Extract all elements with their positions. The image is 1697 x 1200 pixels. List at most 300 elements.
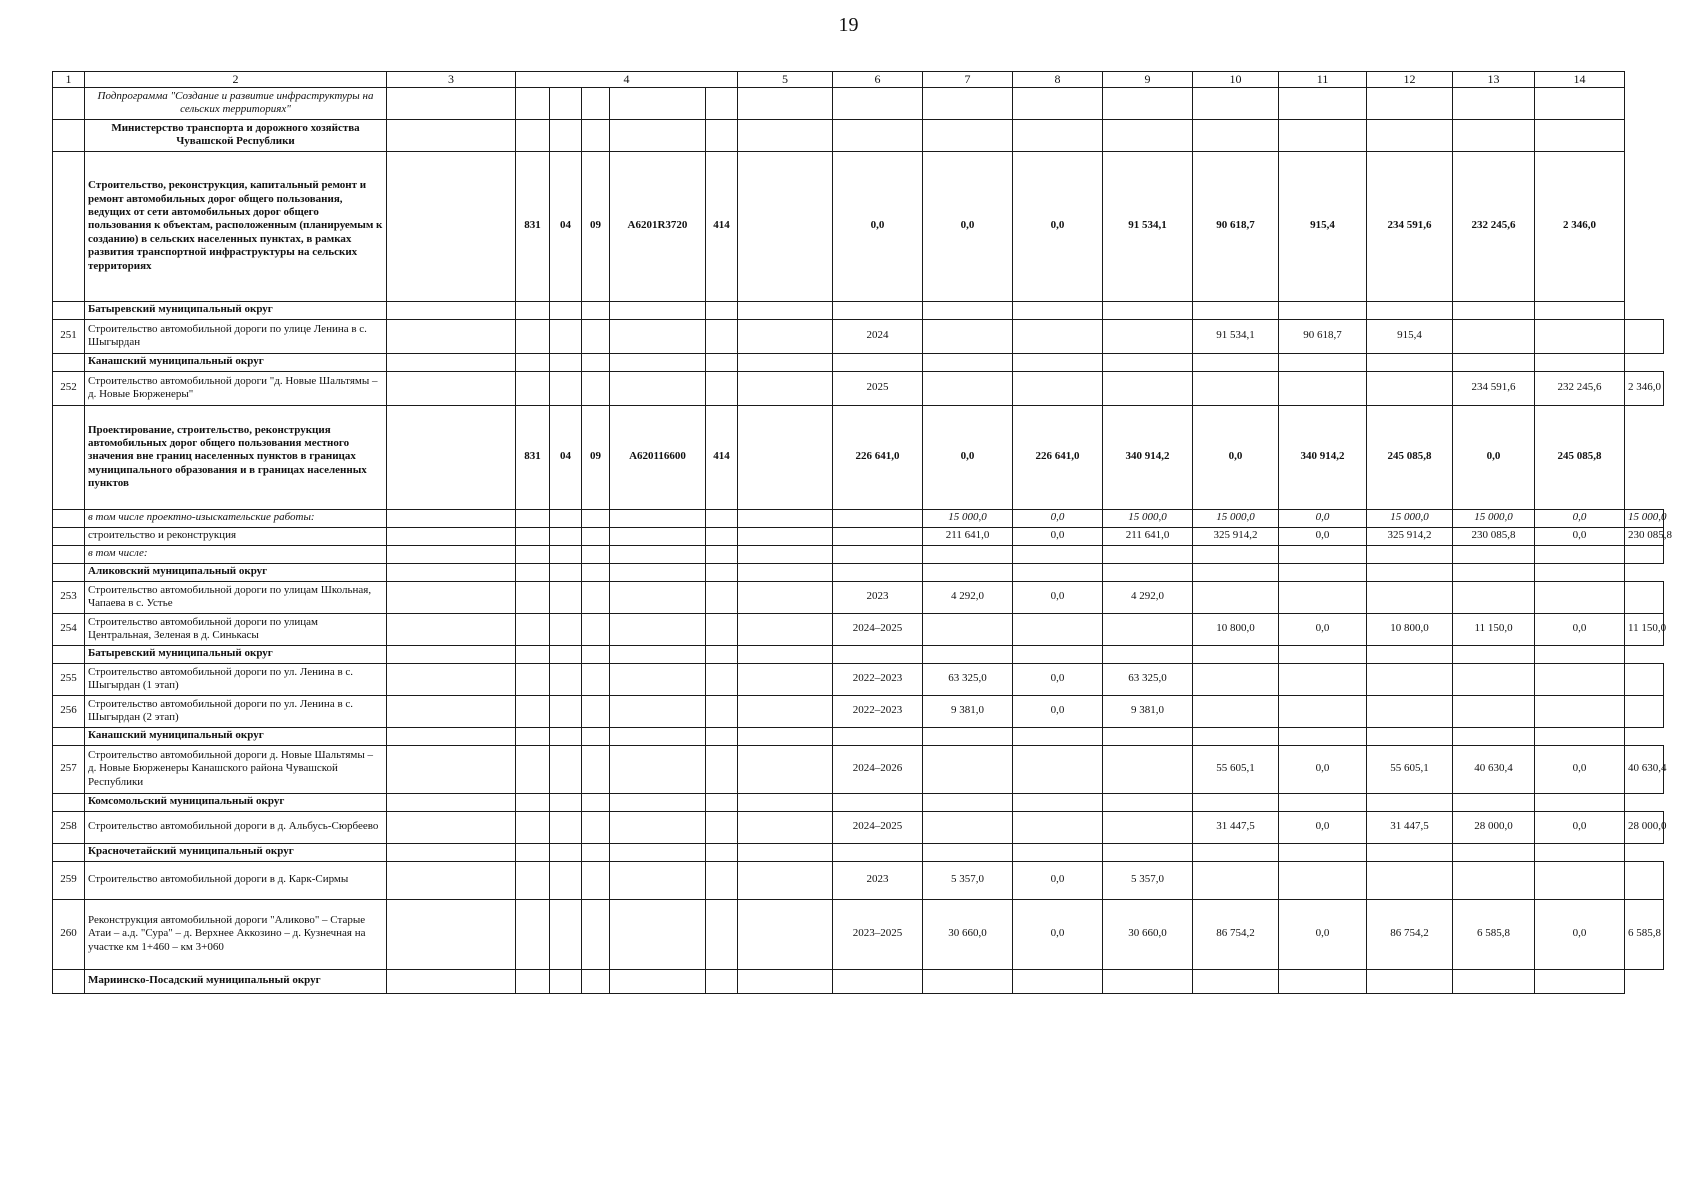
column-numbers-row bbox=[53, 72, 1664, 88]
empty-cell bbox=[1103, 353, 1193, 371]
empty-cell bbox=[923, 563, 1013, 581]
value-cell bbox=[1103, 613, 1193, 645]
empty-cell bbox=[582, 613, 610, 645]
empty-cell bbox=[610, 301, 706, 319]
value-cell: 15 000,0 bbox=[1193, 509, 1279, 527]
column-number: 12 bbox=[1367, 72, 1453, 88]
empty-cell bbox=[1367, 301, 1453, 319]
empty-cell bbox=[738, 353, 833, 371]
empty-cell bbox=[387, 563, 516, 581]
value-cell: 30 660,0 bbox=[923, 899, 1013, 969]
empty-cell bbox=[1279, 793, 1367, 811]
value-cell bbox=[1279, 545, 1367, 563]
empty-cell bbox=[1013, 645, 1103, 663]
empty-cell bbox=[833, 87, 923, 119]
value-cell: 0,0 bbox=[1279, 613, 1367, 645]
value-cell bbox=[1453, 695, 1535, 727]
value-cell: 10 800,0 bbox=[1193, 613, 1279, 645]
value-cell bbox=[1013, 745, 1103, 793]
empty-cell bbox=[1535, 563, 1625, 581]
empty-cell bbox=[550, 119, 582, 151]
empty-cell bbox=[582, 353, 610, 371]
empty-cell bbox=[706, 727, 738, 745]
value-cell bbox=[1279, 695, 1367, 727]
empty-cell bbox=[738, 745, 833, 793]
district-name: Аликовский муниципальный округ bbox=[85, 563, 387, 581]
value-cell bbox=[1013, 319, 1103, 353]
empty-cell bbox=[706, 695, 738, 727]
empty-cell bbox=[610, 727, 706, 745]
value-cell bbox=[923, 613, 1013, 645]
empty-cell bbox=[706, 581, 738, 613]
empty-cell bbox=[582, 899, 610, 969]
empty-cell bbox=[1535, 301, 1625, 319]
empty-cell bbox=[1279, 353, 1367, 371]
district-row bbox=[53, 793, 1664, 811]
empty-cell bbox=[582, 969, 610, 993]
value-cell bbox=[1535, 545, 1625, 563]
empty-cell bbox=[738, 527, 833, 545]
empty-cell bbox=[1279, 727, 1367, 745]
empty-cell bbox=[738, 563, 833, 581]
value-cell bbox=[1625, 663, 1664, 695]
program-measure-row bbox=[53, 405, 1664, 509]
value-cell: 234 591,6 bbox=[1367, 151, 1453, 301]
value-cell: 6 585,8 bbox=[1453, 899, 1535, 969]
value-cell bbox=[923, 811, 1013, 843]
value-cell: 0,0 bbox=[1013, 899, 1103, 969]
ministry-title: Министерство транспорта и дорожного хозяйства Чувашской Республики bbox=[85, 119, 387, 151]
value-cell bbox=[1535, 695, 1625, 727]
value-cell: 4 292,0 bbox=[923, 581, 1013, 613]
empty-cell bbox=[1453, 727, 1535, 745]
empty-cell bbox=[706, 843, 738, 861]
table-body bbox=[53, 72, 1673, 994]
empty-cell bbox=[738, 899, 833, 969]
empty-cell bbox=[53, 87, 85, 119]
value-cell: 915,4 bbox=[1367, 319, 1453, 353]
empty-cell bbox=[738, 969, 833, 993]
empty-cell bbox=[1279, 843, 1367, 861]
year-cell: 2023 bbox=[833, 861, 923, 899]
empty-cell bbox=[833, 509, 923, 527]
empty-cell bbox=[706, 563, 738, 581]
empty-cell bbox=[833, 645, 923, 663]
value-cell: 9 381,0 bbox=[1103, 695, 1193, 727]
budget-code: А620116600 bbox=[610, 405, 706, 509]
value-cell: 28 000,0 bbox=[1625, 811, 1664, 843]
empty-cell bbox=[387, 405, 516, 509]
value-cell: 0,0 bbox=[1279, 899, 1367, 969]
empty-cell bbox=[610, 527, 706, 545]
value-cell bbox=[1193, 861, 1279, 899]
item-name: Строительство автомобильной дороги по ул. Ленина в с. Шыгырдан (1 этап) bbox=[85, 663, 387, 695]
empty-cell bbox=[516, 353, 550, 371]
value-cell: 232 245,6 bbox=[1535, 371, 1625, 405]
empty-cell bbox=[53, 509, 85, 527]
measure-name: Проектирование, строительство, реконструкция автомобильных дорог общего пользования местного значения вне границ населенных пунктов в границах муниципального образования и в границах населенных пунктов bbox=[85, 405, 387, 509]
empty-cell bbox=[738, 695, 833, 727]
empty-cell bbox=[738, 811, 833, 843]
empty-cell bbox=[387, 727, 516, 745]
empty-cell bbox=[387, 793, 516, 811]
empty-cell bbox=[516, 899, 550, 969]
value-cell bbox=[1103, 745, 1193, 793]
empty-cell bbox=[833, 301, 923, 319]
value-cell: 245 085,8 bbox=[1535, 405, 1625, 509]
value-cell bbox=[1367, 545, 1453, 563]
empty-cell bbox=[1535, 87, 1625, 119]
empty-cell bbox=[1367, 563, 1453, 581]
empty-cell bbox=[387, 843, 516, 861]
subtotal-row bbox=[53, 509, 1664, 527]
empty-cell bbox=[387, 969, 516, 993]
value-cell: 340 914,2 bbox=[1103, 405, 1193, 509]
subtotal-label: в том числе: bbox=[85, 545, 387, 563]
empty-cell bbox=[738, 613, 833, 645]
value-cell bbox=[1279, 581, 1367, 613]
district-row bbox=[53, 645, 1664, 663]
empty-cell bbox=[1193, 87, 1279, 119]
item-name: Строительство автомобильной дороги по улице Ленина в с. Шыгырдан bbox=[85, 319, 387, 353]
year-cell: 2024 bbox=[833, 319, 923, 353]
empty-cell bbox=[833, 793, 923, 811]
value-cell bbox=[1013, 545, 1103, 563]
item-number: 258 bbox=[53, 811, 85, 843]
measure-name: Строительство, реконструкция, капитальный ремонт и ремонт автомобильных дорог общего пользования, ведущих от сети автомобильных дорог общего пользования к объектам, расположенным (планируемым к созданию) в сельских населенных пунктах, в рамках развития транспортной инфраструктуры на сельских территориях bbox=[85, 151, 387, 301]
empty-cell bbox=[610, 745, 706, 793]
year-cell: 2024–2025 bbox=[833, 811, 923, 843]
value-cell bbox=[923, 371, 1013, 405]
value-cell: 226 641,0 bbox=[1013, 405, 1103, 509]
value-cell: 230 085,8 bbox=[1453, 527, 1535, 545]
district-name: Комсомольский муниципальный округ bbox=[85, 793, 387, 811]
empty-cell bbox=[550, 695, 582, 727]
empty-cell bbox=[610, 793, 706, 811]
empty-cell bbox=[923, 353, 1013, 371]
empty-cell bbox=[706, 319, 738, 353]
empty-cell bbox=[53, 545, 85, 563]
budget-table bbox=[52, 71, 1673, 994]
value-cell: 340 914,2 bbox=[1279, 405, 1367, 509]
empty-cell bbox=[387, 87, 516, 119]
value-cell: 0,0 bbox=[1013, 509, 1103, 527]
value-cell: 6 585,8 bbox=[1625, 899, 1664, 969]
value-cell: 0,0 bbox=[1535, 613, 1625, 645]
year-cell bbox=[738, 151, 833, 301]
empty-cell bbox=[1193, 727, 1279, 745]
empty-cell bbox=[516, 87, 550, 119]
empty-cell bbox=[738, 843, 833, 861]
empty-cell bbox=[1367, 969, 1453, 993]
budget-code: 831 bbox=[516, 151, 550, 301]
empty-cell bbox=[738, 793, 833, 811]
column-number: 8 bbox=[1013, 72, 1103, 88]
empty-cell bbox=[516, 843, 550, 861]
value-cell: 86 754,2 bbox=[1367, 899, 1453, 969]
empty-cell bbox=[582, 861, 610, 899]
empty-cell bbox=[53, 563, 85, 581]
empty-cell bbox=[550, 581, 582, 613]
value-cell: 0,0 bbox=[1013, 695, 1103, 727]
empty-cell bbox=[610, 695, 706, 727]
empty-cell bbox=[1535, 727, 1625, 745]
item-row bbox=[53, 319, 1664, 353]
item-number: 251 bbox=[53, 319, 85, 353]
value-cell bbox=[1625, 581, 1664, 613]
empty-cell bbox=[53, 645, 85, 663]
value-cell: 234 591,6 bbox=[1453, 371, 1535, 405]
column-number: 7 bbox=[923, 72, 1013, 88]
item-row bbox=[53, 371, 1664, 405]
empty-cell bbox=[706, 371, 738, 405]
empty-cell bbox=[53, 793, 85, 811]
empty-cell bbox=[1453, 119, 1535, 151]
value-cell bbox=[1367, 581, 1453, 613]
empty-cell bbox=[550, 645, 582, 663]
column-number: 4 bbox=[516, 72, 738, 88]
column-number: 14 bbox=[1535, 72, 1625, 88]
empty-cell bbox=[738, 861, 833, 899]
empty-cell bbox=[550, 527, 582, 545]
value-cell bbox=[1193, 581, 1279, 613]
empty-cell bbox=[1453, 969, 1535, 993]
value-cell bbox=[1453, 581, 1535, 613]
value-cell: 5 357,0 bbox=[923, 861, 1013, 899]
value-cell bbox=[923, 745, 1013, 793]
value-cell: 0,0 bbox=[1013, 663, 1103, 695]
empty-cell bbox=[387, 663, 516, 695]
empty-cell bbox=[1103, 301, 1193, 319]
value-cell: 15 000,0 bbox=[1453, 509, 1535, 527]
value-cell: 90 618,7 bbox=[1193, 151, 1279, 301]
empty-cell bbox=[1535, 119, 1625, 151]
value-cell: 91 534,1 bbox=[1193, 319, 1279, 353]
empty-cell bbox=[1367, 353, 1453, 371]
empty-cell bbox=[550, 301, 582, 319]
item-name: Строительство автомобильной дороги по ул. Ленина в с. Шыгырдан (2 этап) bbox=[85, 695, 387, 727]
empty-cell bbox=[610, 581, 706, 613]
empty-cell bbox=[738, 87, 833, 119]
value-cell: 0,0 bbox=[1013, 527, 1103, 545]
year-cell: 2024–2025 bbox=[833, 613, 923, 645]
value-cell: 0,0 bbox=[1013, 151, 1103, 301]
empty-cell bbox=[1103, 727, 1193, 745]
empty-cell bbox=[706, 793, 738, 811]
empty-cell bbox=[706, 811, 738, 843]
empty-cell bbox=[610, 563, 706, 581]
budget-code: 09 bbox=[582, 405, 610, 509]
year-cell: 2023 bbox=[833, 581, 923, 613]
value-cell: 0,0 bbox=[833, 151, 923, 301]
empty-cell bbox=[923, 843, 1013, 861]
item-row bbox=[53, 745, 1664, 793]
empty-cell bbox=[550, 969, 582, 993]
value-cell: 0,0 bbox=[1535, 899, 1625, 969]
empty-cell bbox=[53, 969, 85, 993]
district-name: Красночетайский муниципальный округ bbox=[85, 843, 387, 861]
empty-cell bbox=[706, 353, 738, 371]
empty-cell bbox=[550, 353, 582, 371]
empty-cell bbox=[1279, 87, 1367, 119]
year-cell: 2024–2026 bbox=[833, 745, 923, 793]
item-row bbox=[53, 811, 1664, 843]
value-cell bbox=[1535, 581, 1625, 613]
empty-cell bbox=[550, 793, 582, 811]
empty-cell bbox=[387, 353, 516, 371]
empty-cell bbox=[1193, 843, 1279, 861]
empty-cell bbox=[550, 861, 582, 899]
value-cell bbox=[1367, 371, 1453, 405]
value-cell: 0,0 bbox=[1279, 509, 1367, 527]
empty-cell bbox=[706, 545, 738, 563]
empty-cell bbox=[1367, 727, 1453, 745]
value-cell bbox=[1193, 663, 1279, 695]
value-cell: 325 914,2 bbox=[1367, 527, 1453, 545]
empty-cell bbox=[1193, 119, 1279, 151]
district-name: Батыревский муниципальный округ bbox=[85, 645, 387, 663]
empty-cell bbox=[706, 861, 738, 899]
empty-cell bbox=[516, 969, 550, 993]
value-cell: 31 447,5 bbox=[1367, 811, 1453, 843]
item-number: 256 bbox=[53, 695, 85, 727]
subtotal-label: строительство и реконструкция bbox=[85, 527, 387, 545]
empty-cell bbox=[1279, 301, 1367, 319]
empty-cell bbox=[582, 87, 610, 119]
empty-cell bbox=[53, 843, 85, 861]
district-name: Батыревский муниципальный округ bbox=[85, 301, 387, 319]
empty-cell bbox=[1193, 969, 1279, 993]
empty-cell bbox=[1103, 793, 1193, 811]
empty-cell bbox=[516, 509, 550, 527]
empty-cell bbox=[582, 843, 610, 861]
empty-cell bbox=[550, 319, 582, 353]
column-number: 2 bbox=[85, 72, 387, 88]
value-cell bbox=[1453, 861, 1535, 899]
empty-cell bbox=[53, 151, 85, 301]
empty-cell bbox=[53, 405, 85, 509]
empty-cell bbox=[387, 613, 516, 645]
district-name: Канашский муниципальный округ bbox=[85, 727, 387, 745]
value-cell: 86 754,2 bbox=[1193, 899, 1279, 969]
value-cell: 211 641,0 bbox=[923, 527, 1013, 545]
empty-cell bbox=[1013, 87, 1103, 119]
empty-cell bbox=[516, 793, 550, 811]
empty-cell bbox=[706, 663, 738, 695]
empty-cell bbox=[1367, 645, 1453, 663]
value-cell bbox=[1193, 545, 1279, 563]
value-cell bbox=[1625, 861, 1664, 899]
item-name: Строительство автомобильной дороги "д. Новые Шальтямы – д. Новые Бюрженеры" bbox=[85, 371, 387, 405]
value-cell: 245 085,8 bbox=[1367, 405, 1453, 509]
year-cell: 2023–2025 bbox=[833, 899, 923, 969]
empty-cell bbox=[706, 527, 738, 545]
item-name: Строительство автомобильной дороги по улицам Центральная, Зеленая в д. Синькасы bbox=[85, 613, 387, 645]
item-name: Строительство автомобильной дороги в д. Карк-Сирмы bbox=[85, 861, 387, 899]
ministry-row bbox=[53, 119, 1664, 151]
value-cell: 0,0 bbox=[1193, 405, 1279, 509]
empty-cell bbox=[738, 581, 833, 613]
district-name: Мариинско-Посадский муниципальный округ bbox=[85, 969, 387, 993]
value-cell bbox=[1103, 319, 1193, 353]
empty-cell bbox=[582, 527, 610, 545]
empty-cell bbox=[1453, 87, 1535, 119]
value-cell: 15 000,0 bbox=[923, 509, 1013, 527]
column-number: 3 bbox=[387, 72, 516, 88]
empty-cell bbox=[1013, 353, 1103, 371]
empty-cell bbox=[923, 87, 1013, 119]
budget-code: 09 bbox=[582, 151, 610, 301]
empty-cell bbox=[582, 645, 610, 663]
value-cell: 31 447,5 bbox=[1193, 811, 1279, 843]
empty-cell bbox=[387, 581, 516, 613]
empty-cell bbox=[1103, 843, 1193, 861]
empty-cell bbox=[923, 793, 1013, 811]
empty-cell bbox=[833, 353, 923, 371]
item-row bbox=[53, 613, 1664, 645]
empty-cell bbox=[550, 563, 582, 581]
empty-cell bbox=[1103, 87, 1193, 119]
empty-cell bbox=[582, 727, 610, 745]
empty-cell bbox=[1367, 843, 1453, 861]
empty-cell bbox=[1013, 727, 1103, 745]
empty-cell bbox=[387, 151, 516, 301]
value-cell: 55 605,1 bbox=[1367, 745, 1453, 793]
value-cell bbox=[1367, 861, 1453, 899]
empty-cell bbox=[53, 353, 85, 371]
empty-cell bbox=[738, 727, 833, 745]
item-number: 254 bbox=[53, 613, 85, 645]
empty-cell bbox=[582, 509, 610, 527]
empty-cell bbox=[610, 663, 706, 695]
empty-cell bbox=[1193, 353, 1279, 371]
empty-cell bbox=[387, 371, 516, 405]
item-number: 252 bbox=[53, 371, 85, 405]
value-cell bbox=[1279, 663, 1367, 695]
page-number: 19 bbox=[838, 14, 859, 36]
empty-cell bbox=[387, 695, 516, 727]
value-cell bbox=[1103, 545, 1193, 563]
empty-cell bbox=[387, 119, 516, 151]
empty-cell bbox=[923, 645, 1013, 663]
empty-cell bbox=[550, 727, 582, 745]
empty-cell bbox=[1279, 563, 1367, 581]
empty-cell bbox=[582, 793, 610, 811]
empty-cell bbox=[516, 645, 550, 663]
empty-cell bbox=[387, 509, 516, 527]
empty-cell bbox=[610, 811, 706, 843]
empty-cell bbox=[1193, 645, 1279, 663]
value-cell: 5 357,0 bbox=[1103, 861, 1193, 899]
value-cell: 0,0 bbox=[1013, 581, 1103, 613]
empty-cell bbox=[610, 613, 706, 645]
item-row bbox=[53, 899, 1664, 969]
empty-cell bbox=[1535, 969, 1625, 993]
item-row bbox=[53, 581, 1664, 613]
empty-cell bbox=[582, 301, 610, 319]
empty-cell bbox=[387, 527, 516, 545]
empty-cell bbox=[550, 613, 582, 645]
value-cell: 0,0 bbox=[1279, 527, 1367, 545]
empty-cell bbox=[1367, 119, 1453, 151]
empty-cell bbox=[1279, 645, 1367, 663]
value-cell: 15 000,0 bbox=[1367, 509, 1453, 527]
item-name: Реконструкция автомобильной дороги "Аликово" – Старые Атаи – а.д. "Сура" – д. Верхнее Аккозино – д. Кузнечная на участке км 1+460 – км 3+060 bbox=[85, 899, 387, 969]
empty-cell bbox=[923, 301, 1013, 319]
item-number: 259 bbox=[53, 861, 85, 899]
empty-cell bbox=[610, 319, 706, 353]
empty-cell bbox=[1013, 969, 1103, 993]
